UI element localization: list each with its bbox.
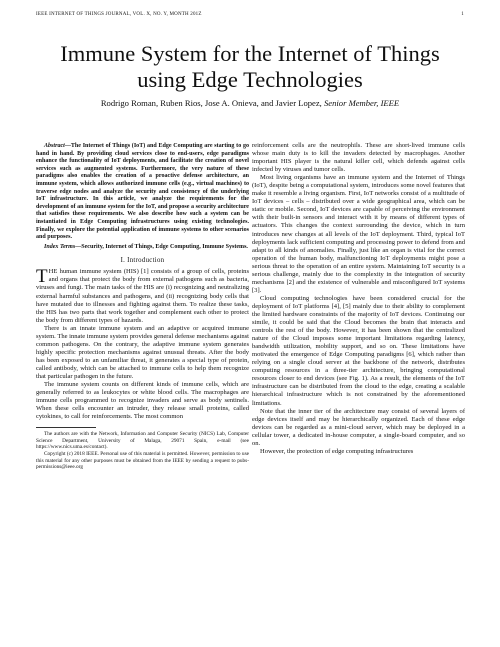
abstract-text: —The Internet of Things (IoT) and Edge Computing are starting to go hand in hand. By providing cloud services close to end-users, edge paradigms enhance the functionality of IoT deployments, and facilitate the creation of novel services such as augmented systems. Furthermore, the very nature of these paradigms also enables the creation of a proactive defense architecture, an immune system, which allows authorized immune cells (e.g., virtual machines) to traverse edge nodes and analyze the security and consistency of the underlying IoT infrastructure. In this article, we analyze the requirements for the development of an immune system for the IoT, and propose a security architecture that satisfies these requirements. We also describe how such a system can be instantiated in Edge Computing infrastructures using existing technologies. Finally, we explore the potential application of immune systems to other scenarios and purposes. [36, 143, 249, 241]
footnote-copyright: Copyright (c) 2018 IEEE. Personal use of this material is permitted. However, permission to use this material for any other purposes must be obtained from the IEEE by sending a request to pubs-permissions@ieee.org [36, 451, 249, 471]
body-paragraph-4: Note that the inner tier of the architecture may consist of several layers of edge devices itself and may be hierarchically organized. Each of these edge devices can be regarded as a mini-cloud server, which may be deployed in a cellular tower, a dedicated in-house computer, a single-board computer, and so on. [252, 407, 465, 447]
paper-title: Immune System for the Internet of Things using Edge Technologies [60, 41, 440, 92]
section-heading-introduction: I. Introduction [120, 257, 165, 265]
page-number: 1 [461, 12, 464, 17]
journal-header: IEEE INTERNET OF THINGS JOURNAL, VOL. X, NO. Y, MONTH 201Z [36, 12, 202, 17]
body-paragraph-5: However, the protection of edge computing infrastructures [260, 447, 414, 455]
body-paragraph-1: reinforcement cells are the neutrophils. These are short-lived immune cells whose main duty is to kill the invaders detected by macrophages. Another important HIS player is the natural killer cell, which defends against cells infected by viruses and tumor cells. [252, 142, 465, 174]
intro-paragraph-1 [36, 268, 249, 324]
index-terms [36, 244, 249, 252]
right-column [252, 142, 465, 456]
index-terms-text: —Security, Internet of Things, Edge Computing, Immune Systems. [75, 243, 248, 250]
footnote-affiliation: The authors are with the Network, Information and Computer Security (NICS) Lab, Computer Science Department, University of Malaga, 29071 Spain, e-mail (see https://www.nics.uma.es/contact). [36, 431, 249, 451]
author-names: Rodrigo Roman, Ruben Rios, Jose A. Onieva, and Javier Lopez, [100, 98, 322, 108]
index-terms-label: Index Terms [44, 243, 76, 250]
author-list [40, 98, 460, 108]
footnote-divider [36, 427, 96, 428]
body-paragraph-2: Most living organisms have an immune system and the Internet of Things (IoT), despite being a computational system, introduces some novel features that make it resemble a living organism. First, IoT networks consist of a multitude of IoT devices – cells – distributed over a wide geographical area, which can be static or mobile. Second, IoT devices are capable of perceiving the environment with their built-in sensors and interact with it by means of different types of actuators. This changes the context surrounding the device, which in turn introduces new changes at all levels of the IoT deployment. Third, typical IoT deployments lack sufficient computing and processing power to defend from and adapt to all kinds of anomalies. Finally, just like an organ is vital for the correct operation of the human body, malfunctioning IoT deployments might pose a serious threat to the operation of an entire system. Maintaining IoT security is a serious challenge, mainly due to the complexity in the integration of security mechanisms [2] and the existence of vulnerable and misconfigured IoT systems [3]. [252, 174, 465, 294]
left-column [36, 143, 249, 471]
intro-paragraph-2: There is an innate immune system and an adaptive or acquired immune system. The innate immune system provides general defense mechanisms against common pathogens. On the contrary, the adaptive immune system generates highly specific protection mechanisms against unusual threats. After the body has been exposed to an unfamiliar threat, it generates a special type of protein, called antibody, which can be attached to immune cells to help them recognize that particular pathogen in the future. [36, 324, 249, 380]
drop-cap: T [36, 266, 48, 288]
abstract-label: Abstract [44, 143, 65, 149]
running-header [36, 12, 464, 17]
intro-paragraph-1-text: HE human immune system (HIS) [1] consists of a group of cells, proteins and organs that protect the body from external pathogens such as bacteria, viruses and fungi. The main tasks of the HIS are (i) recognizing and neutralizing external harmful substances and pathogens, and (ii) recognizing body cells that have mutated due to illnesses and fighting against them. To realize these tasks, the HIS has two parts that work together and complement each other to protect the body from different types of hazards. [36, 268, 249, 324]
author-membership: Senior Member, IEEE [324, 98, 400, 108]
body-paragraph-3: Cloud computing technologies have been considered crucial for the deployment of IoT platforms [4], [5] mainly due to their ability to complement the limited hardware constraints of the majority of IoT devices. Continuing our simile, it could be said that the Cloud becomes the brain that interacts and controls the rest of the body. However, it has been shown that the centralized nature of the Cloud imposes some important limitations regarding latency, bandwidth utilization, mobility support, and so on. These limitations have motivated the emergence of Edge Computing paradigms [6], which rather than relying on a single cloud server at the backbone of the network, distributes computing resources in a three-tier architecture, bringing computational resources closer to end devices (see Fig. 1). As a result, the elements of the IoT infrastructure can be distributed from the cloud to the edge, creating a scalable hierarchical infrastructure which is not constrained by the aforementioned limitations. [252, 294, 465, 407]
abstract [36, 143, 249, 242]
intro-paragraph-3: The immune system counts on different kinds of immune cells, which are generally referred to as leukocytes or white blood cells. The macrophages are immune cells programmed to recognize invaders and serve as body sentinels. When these cells encounter an intruder, they release small proteins, called cytokines, to call for reinforcements. The most common [36, 381, 249, 421]
